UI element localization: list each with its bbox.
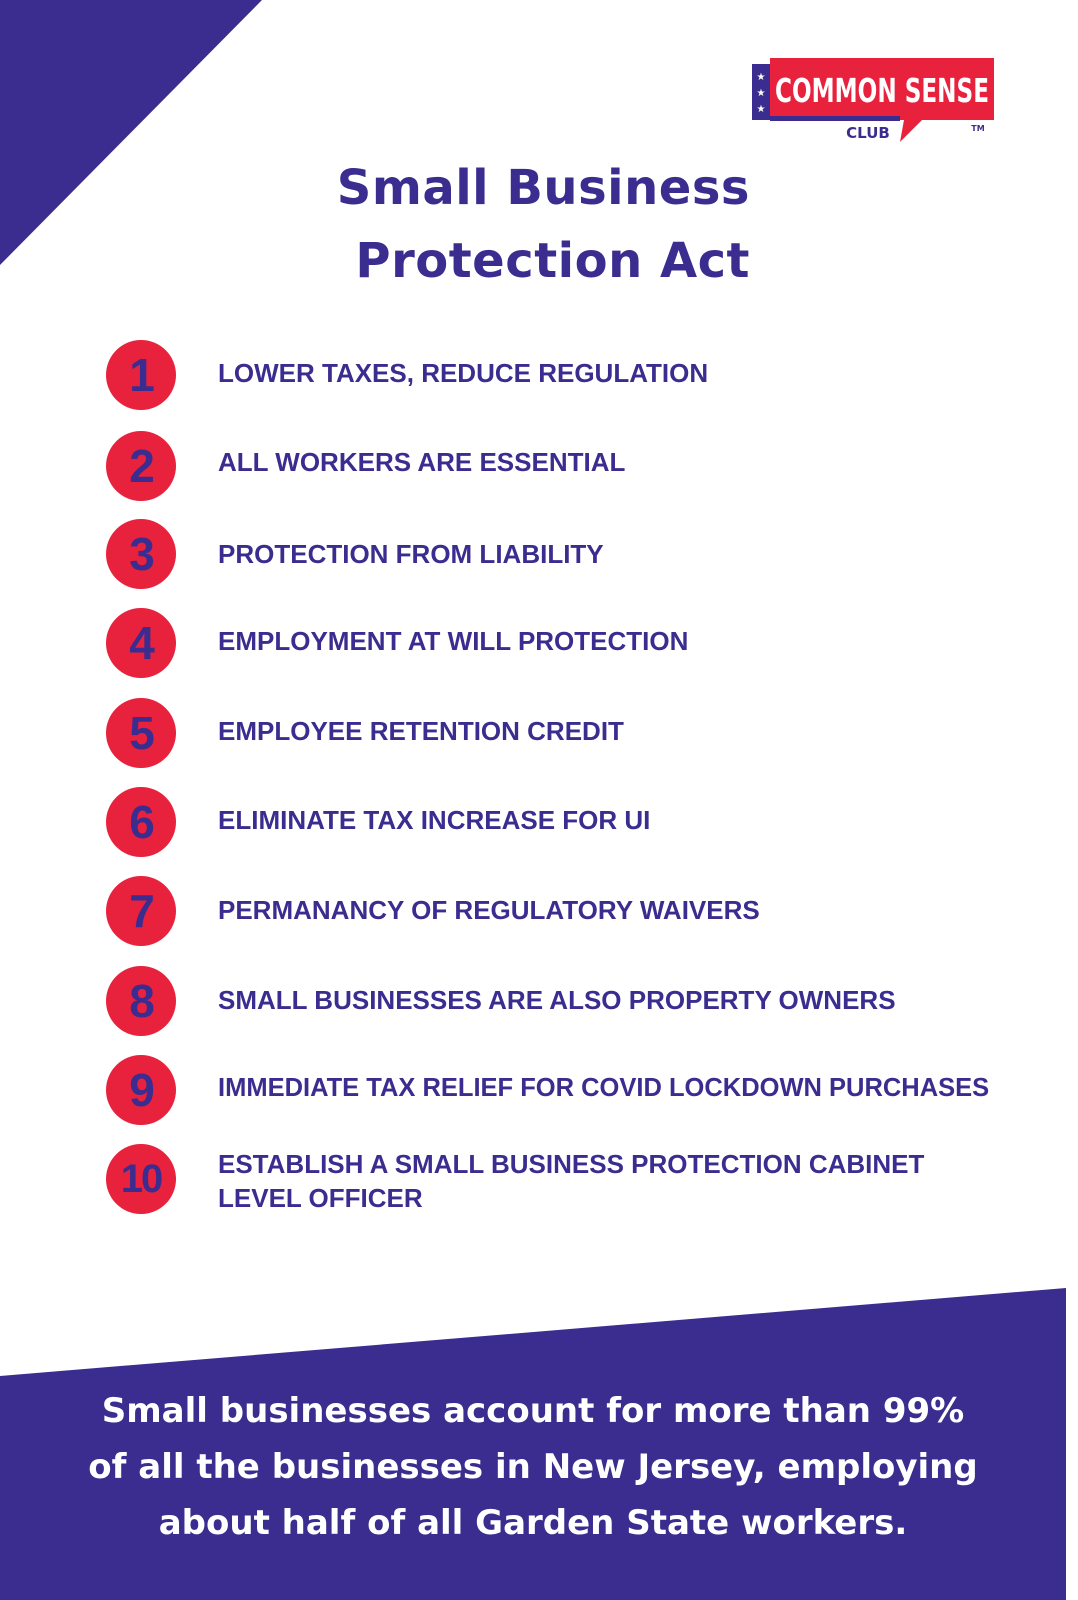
list-item-text: LOWER TAXES, REDUCE REGULATION	[218, 358, 709, 388]
list-item-text: ESTABLISH A SMALL BUSINESS PROTECTION CABINET LEVEL OFFICER	[218, 1149, 925, 1213]
logo-sub-text: CLUB	[846, 124, 890, 142]
list-item-text: PROTECTION FROM LIABILITY	[218, 539, 604, 569]
number-badge: 7	[106, 876, 176, 946]
number-badge: 3	[106, 519, 176, 589]
number-badge: 2	[106, 431, 176, 501]
trademark-symbol: TM	[971, 124, 985, 133]
list-item-text: SMALL BUSINESSES ARE ALSO PROPERTY OWNERS	[218, 985, 896, 1015]
star-icon: ★	[756, 72, 766, 83]
footer-line-1: Small businesses account for more than 99%	[101, 1391, 965, 1431]
logo-main-text: COMMON SENSE	[775, 71, 989, 110]
list-item	[106, 698, 1066, 768]
star-icon: ★	[756, 88, 766, 99]
footer-line-3: about half of all Garden State workers.	[158, 1503, 908, 1543]
number-badge: 4	[106, 608, 176, 678]
number-badge: 6	[106, 787, 176, 857]
number-badge: 5	[106, 698, 176, 768]
number-badge: 8	[106, 966, 176, 1036]
list-item	[106, 1144, 1066, 1214]
list-item-text: PERMANANCY OF REGULATORY WAIVERS	[218, 895, 760, 925]
footer-statement	[20, 1383, 1046, 1551]
number-badge: 1	[106, 340, 176, 410]
title-line-2: Protection Act	[355, 233, 750, 289]
list-item-text: EMPLOYMENT AT WILL PROTECTION	[218, 626, 689, 656]
number-badge: 9	[106, 1055, 176, 1125]
list-item	[106, 1055, 1066, 1125]
list-item	[106, 608, 1066, 678]
list-item	[106, 431, 1066, 501]
title-line-1: Small Business	[336, 160, 750, 216]
list-item	[106, 340, 1066, 410]
list-item	[106, 519, 1066, 589]
list-item	[106, 876, 1066, 946]
list-item	[106, 787, 1066, 857]
list-item	[106, 966, 1066, 1036]
star-icon: ★	[756, 104, 766, 115]
list-item-text: IMMEDIATE TAX RELIEF FOR COVID LOCKDOWN PURCHASES	[218, 1074, 990, 1102]
list-item-text: ELIMINATE TAX INCREASE FOR UI	[218, 805, 651, 835]
list-item-text: EMPLOYEE RETENTION CREDIT	[218, 716, 624, 746]
number-badge: 10	[106, 1144, 176, 1214]
footer-line-2: of all the businesses in New Jersey, employing	[88, 1447, 978, 1487]
list-item-text: ALL WORKERS ARE ESSENTIAL	[218, 447, 626, 477]
